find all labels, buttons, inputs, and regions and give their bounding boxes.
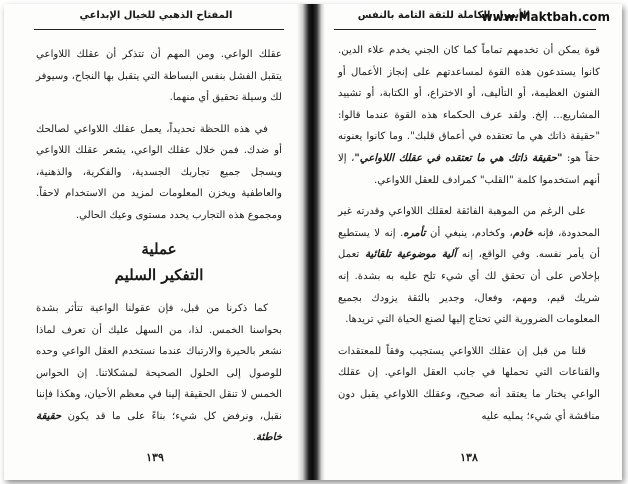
right-page	[316, 4, 622, 480]
right-paragraph-3: قلنا من قبل إن عقلك اللاواعي يستجيب وفقاً للمعتقدات والقناعات التي تحملها في جانب العقل الواعي. إن عقلك الواعي يختار ما يعتقد أنه صحيح، وعقلك اللاواعي يقبل دون مناقشة أي شيء؛ يمليه عليه	[338, 345, 600, 422]
section-heading	[36, 236, 282, 288]
left-section-emphasis: حقيقة خاطئة	[36, 409, 282, 443]
left-section-text: كما ذكرنا من قبل، فإن عقولنا الواعية تتأثر بشدة بحواسنا الخمس. لذا، من السهل عليك أن تعرف لماذا نشعر بالحيرة والارتباك عندما نستخدم العقل الواعي وحده للوصول إلى الحلول الصحيحة لمشكلاتنا. إن الحواس الخمس لا تنقل الحقيقة إلينا في معظم الأحيان، وهكذا فإننا نقبل، ونرفض كل شيء؛ بناءً على ما قد يكون	[36, 303, 282, 422]
section-heading-line-1: عملية	[141, 240, 177, 258]
right-p2-text-b: ، وكخادم، ينبغي أن	[425, 227, 513, 239]
right-page-number: ١٣٨	[460, 451, 478, 464]
right-p2-emphasis-servant: خادم	[512, 226, 534, 239]
right-p2-text-d: تعمل بإخلاص على أن تحقق لك أي شيء تلح عليه به بشدة. إنه شريك قيم، ومهم، وفعال، وجدير بالثقة يزودك بجميع المعلومات الضرورية التي تحتاج إليها لصنع الحياة التي تريدها.	[338, 249, 600, 326]
right-p1-emphasis: "حقيقة ذاتك هي ما تعتقده في عقلك اللاواعي"	[354, 151, 563, 164]
right-p1-end: ، إلا أنهم استخدموا كلمة "القلب" كمرادف للعقل اللاواعي.	[338, 152, 600, 186]
book-spread	[4, 4, 622, 480]
right-p2-text-a: على الرغم من الموهبة الفائقة لعقلك اللاواعي وقدرته غير المحدودة، فإنه	[338, 206, 601, 239]
left-paragraph-1: عقلك الواعي. ومن المهم أن تتذكر أن عقلك اللاواعي يتقبل الفشل بنفس البساطة التي يتقبل بها النجاح، وسيوفر لك وسيلة تحقيق أي منهما.	[36, 49, 282, 103]
left-header-rule	[34, 29, 284, 30]
left-section-paragraph	[36, 298, 282, 449]
right-page-body	[338, 40, 600, 437]
right-paragraph-1	[338, 40, 600, 191]
right-p2-emphasis-command: تأمره	[403, 226, 426, 239]
left-page-body	[36, 44, 282, 459]
right-paragraph-2	[338, 201, 600, 331]
right-p2-emphasis-mechanism: آلية موضوعية تلقائية	[364, 248, 457, 261]
left-section-end: .	[252, 432, 256, 443]
right-p2-text-c: . إنه لا يستطيع أن يأمر نفسه. وفي الواقع، إنه	[338, 227, 600, 261]
watermark: www.Maktbah.com	[481, 10, 610, 24]
left-paragraph-2: في هذه اللحظة تحديداً، يعمل عقلك اللاواعي لصالحك أو ضدك. فمن خلال عقلك الواعي، يشعر عقلك اللاواعي ويسجل جميع تجاربك الجسدية، والفكرية، والذهنية، والعاطفية ويخزن المعلومات لمزيد من الاستخدام لاحقاً. ومجموع هذه التجارب يحدد مستوى وعيك الحالي.	[36, 123, 282, 221]
right-header-rule	[334, 29, 596, 30]
right-running-header: الأسرار الكاملة للثقة التامة بالنفس	[357, 10, 530, 21]
left-page-number: ١٣٩	[146, 451, 164, 464]
left-running-header: المفتاح الذهبي للخيال الإبداعي	[79, 10, 233, 21]
right-p1-text: قوة يمكن أن تخدمهم تماماً كما كان الجني يخدم علاء الدين. كانوا يستدعون هذه القوة لمساعدتهم على إنجاز الأعمال أو الفنون العظيمة، أو التأليف، أو الاختراع، أو الكتابة، أو تشييد المشاريع... إلخ. ولقد عرف الحكماء هذه القوة عندما قالوا: "حقيقة ذاتك هي ما تعتقده في أعماق قلبك". وما كانوا يعنونه حقاً هو:	[338, 45, 600, 164]
section-heading-line-2: التفكير السليم	[114, 266, 204, 284]
left-page	[4, 4, 306, 480]
